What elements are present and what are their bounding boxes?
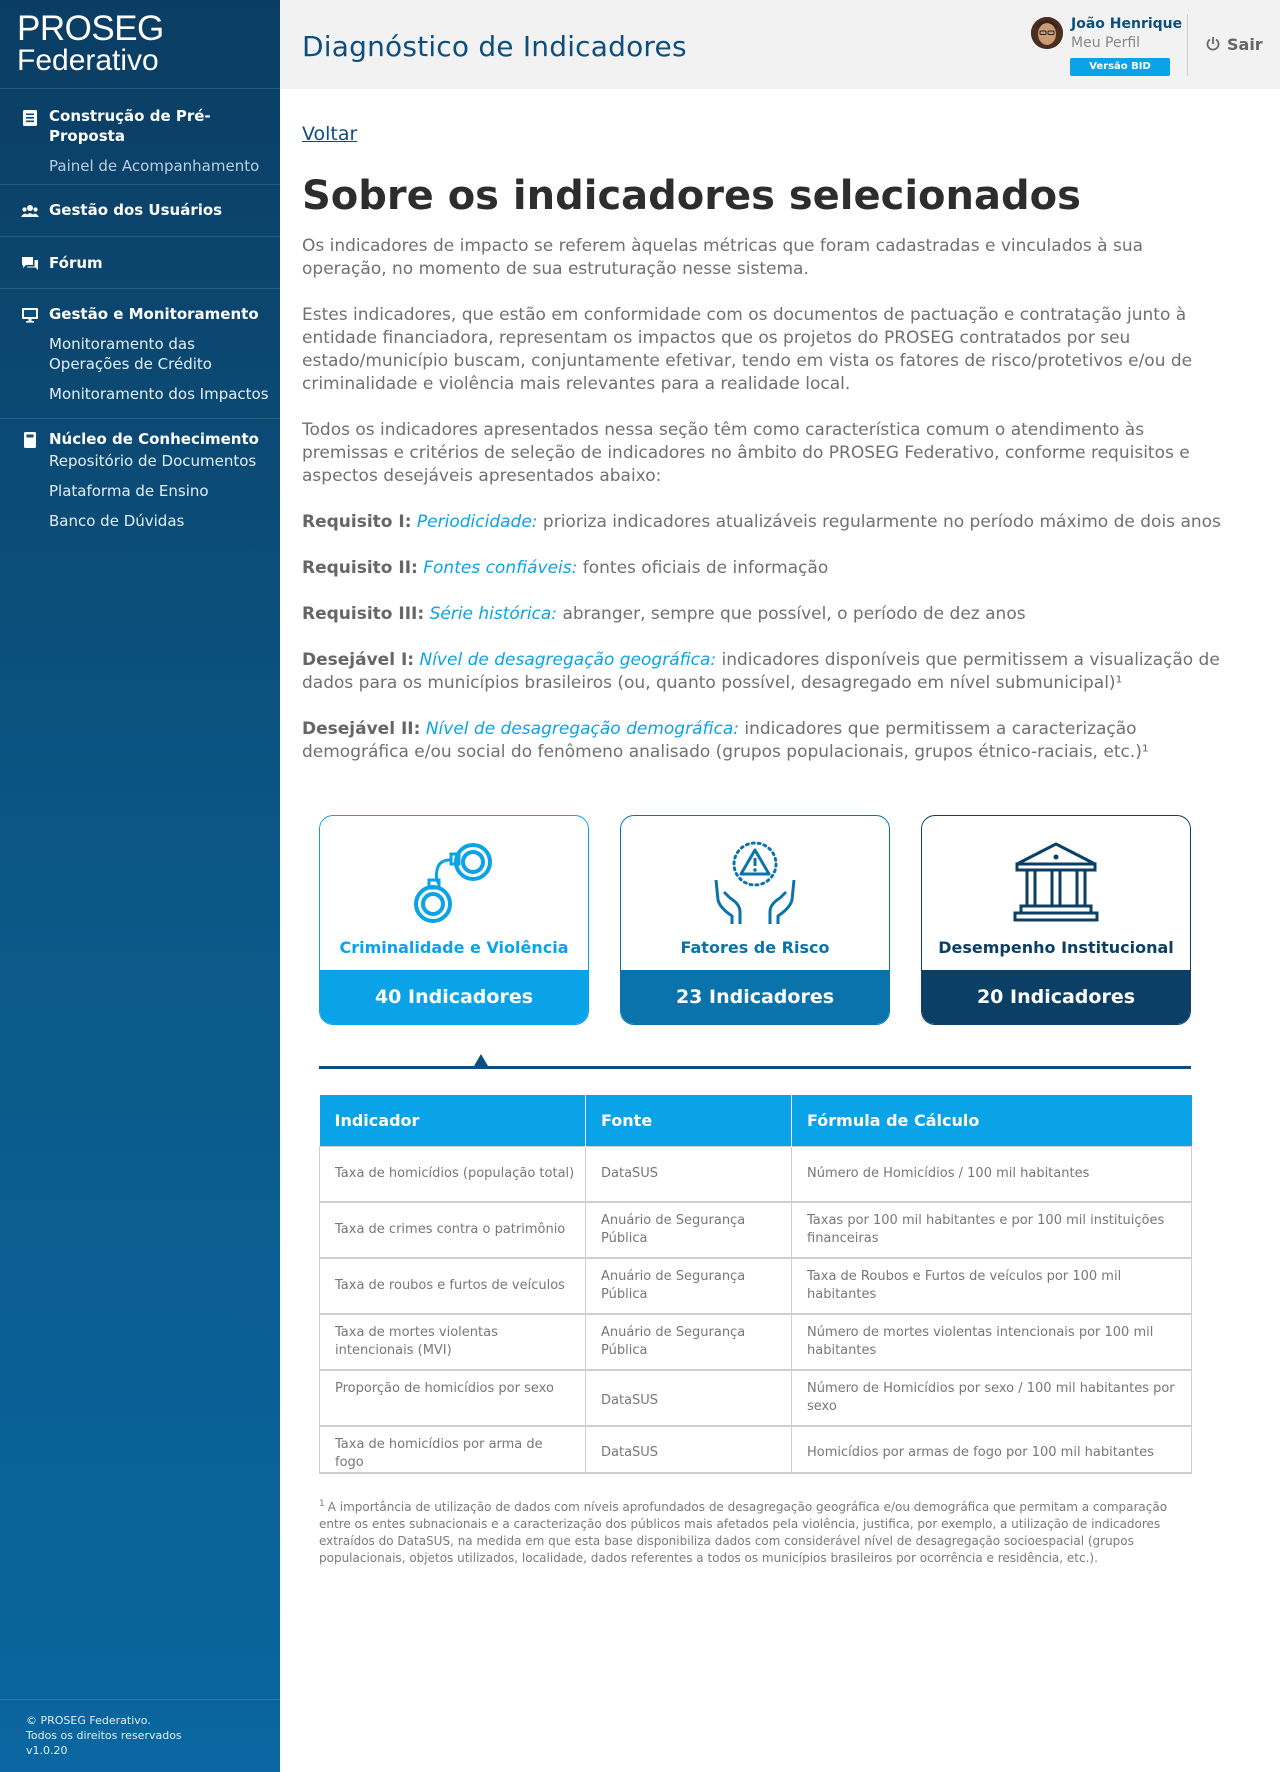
- footnote: [319, 1496, 1199, 1567]
- card-icon-wrap: [621, 838, 889, 932]
- power-icon: [1205, 36, 1221, 52]
- selected-card-caret: [474, 1054, 488, 1066]
- footnote-marker: 1: [319, 1499, 325, 1509]
- header-divider: [1187, 14, 1188, 76]
- requirement-text: abranger, sempre que possível, o período de dez anos: [562, 604, 1026, 624]
- nav-item-operacoes-l1[interactable]: Monitoramento das: [49, 335, 195, 353]
- nav-item-duvidas[interactable]: Banco de Dúvidas: [49, 512, 185, 530]
- card-count: 20 Indicadores: [922, 970, 1190, 1024]
- card-title: Desempenho Institucional: [938, 938, 1174, 957]
- profile-link[interactable]: Meu Perfil: [1071, 35, 1141, 51]
- table-row: [320, 1370, 1192, 1426]
- users-icon: [21, 202, 39, 220]
- card-fatores-risco[interactable]: [620, 815, 890, 1025]
- book-icon: [21, 431, 39, 449]
- section-divider: [319, 1066, 1191, 1069]
- card-count: 23 Indicadores: [621, 970, 889, 1024]
- requirement-2: [302, 557, 1232, 580]
- table-cell: Anuário de Segurança Pública: [586, 1202, 792, 1258]
- table-cell: Taxa de crimes contra o patrimônio: [320, 1202, 586, 1258]
- card-title: Criminalidade e Violência: [339, 938, 569, 957]
- nav-item-ensino[interactable]: Plataforma de Ensino: [49, 482, 209, 500]
- table-cell: Número de mortes violentas intencionais por 100 mil habitantes: [792, 1314, 1192, 1370]
- table-row: [320, 1202, 1192, 1258]
- user-photo-icon: [1031, 17, 1063, 49]
- requirement-label: Desejável I:: [302, 650, 415, 670]
- table-cell: DataSUS: [586, 1146, 792, 1202]
- requirement-1: [302, 511, 1232, 534]
- sidebar-footer: [0, 1699, 280, 1772]
- table-cell: DataSUS: [586, 1426, 792, 1473]
- hands-warning-icon: [710, 838, 800, 928]
- nav-item-painel[interactable]: Painel de Acompanhamento: [49, 157, 260, 175]
- card-desempenho[interactable]: [921, 815, 1191, 1025]
- intro-paragraph-3: Todos os indicadores apresentados nessa seção têm como característica comum o atendimento às premissas e critérios de seleção de indicadores no âmbito do PROSEG Federativo, conforme requisitos e aspectos desejáveis apresentados abaixo:: [302, 420, 1190, 486]
- sidebar: [0, 0, 280, 1772]
- table-header-row: [320, 1095, 1192, 1146]
- nav-title-usuarios[interactable]: Gestão dos Usuários: [49, 201, 223, 219]
- requirement-term: Nível de desagregação demográfica:: [425, 719, 739, 739]
- nav-section-conhecimento: [0, 419, 280, 539]
- avatar[interactable]: [1031, 17, 1063, 49]
- requirement-term: Nível de desagregação geográfica:: [419, 650, 717, 670]
- table-cell: Taxas por 100 mil habitantes e por 100 mil instituições financeiras: [792, 1202, 1192, 1258]
- table-cell: Anuário de Segurança Pública: [586, 1314, 792, 1370]
- logo-line-2: Federativo: [17, 44, 159, 77]
- indicators-table: [319, 1095, 1192, 1474]
- table-cell: Taxa de homicídios por arma de fogo: [320, 1426, 586, 1473]
- nav-title-pre-proposta[interactable]: Construção de Pré-Proposta: [49, 107, 211, 145]
- handcuffs-icon: [409, 838, 499, 928]
- table-cell: Número de Homicídios por sexo / 100 mil habitantes por sexo: [792, 1370, 1192, 1426]
- monitor-icon: [21, 306, 39, 324]
- requirement-label: Requisito II:: [302, 558, 418, 578]
- card-count: 40 Indicadores: [320, 970, 588, 1024]
- table-cell: Proporção de homicídios por sexo: [320, 1370, 586, 1426]
- requirement-label: Desejável II:: [302, 719, 421, 739]
- table-row: [320, 1146, 1192, 1202]
- table-cell: DataSUS: [586, 1370, 792, 1426]
- document-list-icon: [21, 109, 39, 127]
- back-link[interactable]: Voltar: [302, 123, 358, 145]
- nav-item-operacoes-l2[interactable]: Operações de Crédito: [49, 355, 212, 373]
- nav-title-forum[interactable]: Fórum: [49, 254, 103, 272]
- version-text: v1.0.20: [26, 1744, 68, 1757]
- nav-title-conhecimento[interactable]: Núcleo de Conhecimento: [49, 430, 259, 448]
- requirement-text: fontes oficiais de informação: [582, 558, 829, 578]
- card-title: Fatores de Risco: [680, 938, 830, 957]
- copyright-text: © PROSEG Federativo.: [26, 1714, 151, 1727]
- page-header-title: Diagnóstico de Indicadores: [302, 30, 687, 63]
- table-row: [320, 1426, 1192, 1473]
- chat-icon: [21, 255, 39, 273]
- page-title: Sobre os indicadores selecionados: [302, 173, 1081, 219]
- requirement-term: Fontes confiáveis:: [423, 558, 578, 578]
- card-icon-wrap: [922, 838, 1190, 932]
- table-cell: Taxa de mortes violentas intencionais (MVI): [320, 1314, 586, 1370]
- nav-item-impactos[interactable]: Monitoramento dos Impactos: [49, 385, 269, 403]
- nav-section-gestao: [0, 289, 280, 419]
- requirement-label: Requisito III:: [302, 604, 425, 624]
- intro-paragraph-2: Estes indicadores, que estão em conformidade com os documentos de pactuação e contratação junto à entidade financiadora, representam os impactos que os projetos do PROSEG contratados por seu estado/município buscam, conjuntamente efetivar, tendo em vista os fatores de risco/protetivos e/ou de criminalidade e violência mais relevantes para a realidade local.: [302, 305, 1193, 394]
- card-criminalidade[interactable]: [319, 815, 589, 1025]
- table-cell: Taxa de Roubos e Furtos de veículos por 100 mil habitantes: [792, 1258, 1192, 1314]
- requirement-text: indicadores disponíveis que permitissem a visualização de dados para os municípios brasileiros (ou, quanto possível, desagregado em nível submunicipal)¹: [302, 650, 1220, 693]
- logo[interactable]: [0, 0, 280, 89]
- user-name[interactable]: João Henrique: [1071, 16, 1183, 32]
- version-badge: Versão BID: [1070, 58, 1170, 76]
- nav-section-forum: [0, 237, 280, 289]
- column-header-fonte: Fonte: [586, 1095, 792, 1146]
- table-cell: Taxa de homicídios (população total): [320, 1146, 586, 1202]
- requirement-label: Requisito I:: [302, 512, 412, 532]
- desirable-1: [302, 649, 1232, 695]
- nav-item-repositorio[interactable]: Repositório de Documentos: [49, 452, 257, 470]
- nav-title-gestao[interactable]: Gestão e Monitoramento: [49, 305, 259, 323]
- requirement-term: Periodicidade:: [416, 512, 538, 532]
- logout-label: Sair: [1227, 35, 1263, 54]
- table-row: [320, 1314, 1192, 1370]
- logo-line-1: PROSEG: [17, 9, 164, 48]
- intro-paragraph-1: Os indicadores de impacto se referem àquelas métricas que foram cadastradas e vinculados à sua operação, no momento de sua estruturação nesse sistema.: [302, 236, 1144, 279]
- table-cell: Homicídios por armas de fogo por 100 mil habitantes: [792, 1426, 1192, 1473]
- nav-section-pre-proposta: [0, 89, 280, 185]
- footnote-text: A importância de utilização de dados com níveis aprofundados de desagregação geográfica e/ou demográfica que permitam a comparação entre os entes subnacionais e a caracterização dos públicos mais afetados pela violência, justifica, por exemplo, a utilização de indicadores extraídos do DataSUS, na medida em que esta base disponibiliza dados com considerável nível de desagregação socioespacial (grupos populacionais, objetos utilizados, localidade, dados referentes a todos os municípios brasileiros por ocorrência e residência, etc.).: [319, 1500, 1168, 1565]
- requirement-text: indicadores que permitissem a caracterização demográfica e/ou social do fenômeno analisado (grupos populacionais, grupos étnico-raciais, etc.)¹: [302, 719, 1149, 762]
- column-header-indicador: Indicador: [320, 1095, 586, 1146]
- column-header-formula: Fórmula de Cálculo: [792, 1095, 1192, 1146]
- rights-text: Todos os direitos reservados: [26, 1729, 182, 1742]
- table-cell: Taxa de roubos e furtos de veículos: [320, 1258, 586, 1314]
- desirable-2: [302, 718, 1232, 764]
- requirement-text: prioriza indicadores atualizáveis regularmente no período máximo de dois anos: [542, 512, 1221, 532]
- requirement-term: Série histórica:: [429, 604, 558, 624]
- nav-section-usuarios: [0, 185, 280, 237]
- top-header: [280, 0, 1280, 89]
- table-cell: Anuário de Segurança Pública: [586, 1258, 792, 1314]
- card-icon-wrap: [320, 838, 588, 932]
- requirement-3: [302, 603, 1232, 626]
- institution-icon: [1011, 838, 1101, 928]
- table-cell: Número de Homicídios / 100 mil habitantes: [792, 1146, 1192, 1202]
- table-row: [320, 1258, 1192, 1314]
- logout-button[interactable]: [1205, 35, 1263, 54]
